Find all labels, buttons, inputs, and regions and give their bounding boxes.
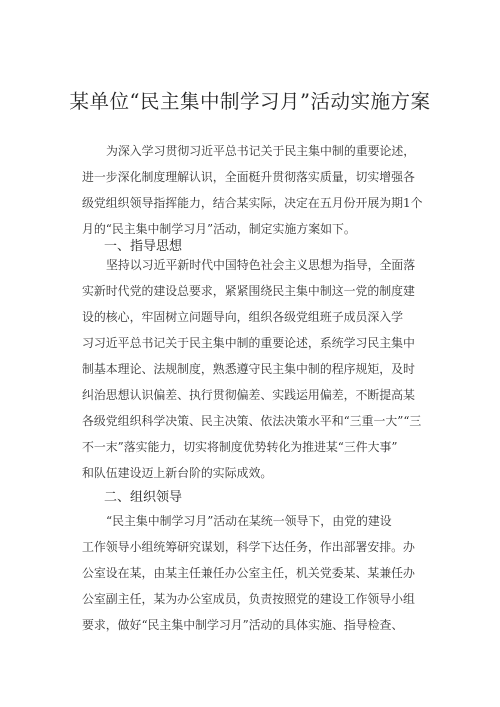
intro-paragraph xyxy=(82,138,428,242)
section-heading-organizational-leadership xyxy=(104,486,182,505)
paragraph-line: “民主集中制学习月”活动在某统一领导下，由党的建设 xyxy=(106,514,392,528)
section-number: 二、 xyxy=(104,490,131,505)
page-title: 某单位“民主集中制学习月”活动实施方案 xyxy=(69,90,431,113)
paragraph-line: 公室设在某，由某主任兼任办公室主任，机关党委某、某兼任办 xyxy=(82,566,415,580)
paragraph-line: 设的核心，牢固树立问题导向，组织各级党组班子成员深入学 xyxy=(82,310,404,324)
section-number: 一、 xyxy=(104,239,131,254)
paragraph-line: 月的“民主集中制学习月”活动，制定实施方案如下。 xyxy=(82,222,356,236)
paragraph-line: 进一步深化制度理解认识，全面梃升贯彻落实质量，切实增强各 xyxy=(82,170,415,184)
paragraph-line: 要求，做好“民主集中制学习月”活动的具体实施、指导检查、 xyxy=(82,618,404,632)
paragraph-line: 坚持以习近平新时代中国特色社会主义思想为指导，全面落 xyxy=(106,258,416,272)
paragraph-line: 级党组织领导指挥能力，结合某实际，决定在五月份开展为期1个 xyxy=(82,196,423,210)
organizational-leadership-paragraph xyxy=(82,508,428,638)
paragraph-line: 各级党组织科学决策、民主决策、依法决策水平和“三重一大”“三 xyxy=(82,414,422,428)
paragraph-line: 不一末”落实能力，切实将制度优势转化为推进某“三件大事” xyxy=(82,440,398,454)
paragraph-line: 制基本理论、法规制度，熟悉遵守民主集中制的程序规矩，及时 xyxy=(82,362,415,376)
paragraph-line: 为深入学习贯彻习近平总书记关于民主集中制的重要论述， xyxy=(106,144,416,158)
paragraph-line: 工作领导小组统筹研究谋划，科学下达任务，作出部署安排。办 xyxy=(82,540,415,554)
paragraph-line: 和队伍建设迈上新台阶的实际成效。 xyxy=(82,466,273,480)
section-heading-text: 指导思想 xyxy=(130,239,183,254)
section-heading-text: 组织领导 xyxy=(130,490,183,505)
paragraph-line: 公室副主任，某为办公室成员，负责按照党的建设工作领导小组 xyxy=(82,592,415,606)
paragraph-line: 实新时代党的建设总要求，紧紧围绕民主集中制这一党的制度建 xyxy=(82,284,415,298)
guiding-ideology-paragraph xyxy=(82,252,428,486)
paragraph-line: 习习近平总书记关于民主集中制的重要论述，系统学习民主集中 xyxy=(82,336,415,350)
paragraph-line: 纠治思想认识偏差、执行贯彻偏差、实践运用偏差，不断提高某 xyxy=(82,388,415,402)
